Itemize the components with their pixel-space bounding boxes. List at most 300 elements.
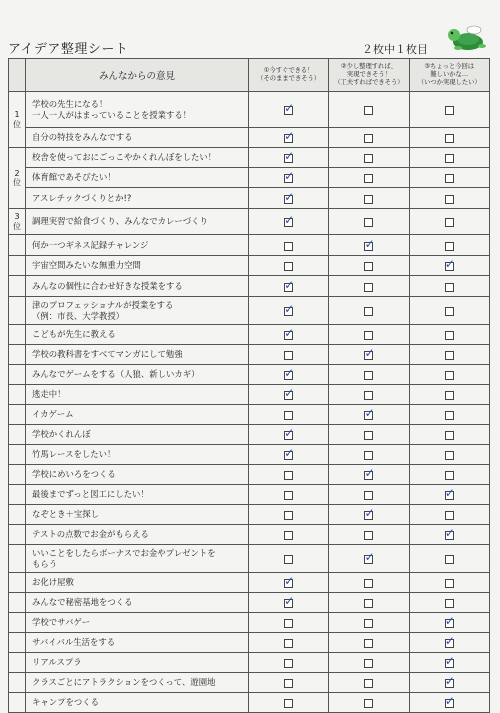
option-2-cell xyxy=(329,505,409,525)
rank-cell xyxy=(9,653,26,673)
option-2-cell xyxy=(329,633,409,653)
checkbox[interactable] xyxy=(284,213,295,227)
rank-cell xyxy=(9,235,26,256)
table-row xyxy=(9,613,490,633)
option-1-cell xyxy=(249,485,329,505)
checkmark-icon: ✓ xyxy=(444,526,455,540)
option-2-cell xyxy=(329,325,409,345)
checkbox[interactable] xyxy=(364,550,375,564)
checkbox[interactable] xyxy=(364,491,373,500)
opinion-text: （例：市長、大学教授） xyxy=(32,310,125,321)
rank-cell xyxy=(9,505,26,525)
table-row xyxy=(9,545,490,573)
opinion-cell xyxy=(26,485,249,505)
option-1-cell xyxy=(249,445,329,465)
checkmark-icon: ✓ xyxy=(444,614,455,628)
checkmark-icon: ✓ xyxy=(284,189,295,204)
checkmark-icon: ✓ xyxy=(444,654,455,668)
rank-cell xyxy=(9,485,26,505)
checkmark-icon: ✓ xyxy=(284,426,295,440)
checkmark-icon: ✓ xyxy=(284,101,295,115)
option-1-cell xyxy=(249,465,329,485)
rank-cell xyxy=(9,345,26,365)
rank-cell xyxy=(9,465,26,485)
option-2-line-1: ②少し整理すれば、 xyxy=(340,63,397,71)
rank-label: 位 xyxy=(13,119,21,129)
checkbox[interactable] xyxy=(364,599,373,608)
opinion-text: 体育館であそびたい！ xyxy=(32,172,116,183)
option-1-line-1: ①今すぐできる！ xyxy=(263,67,314,75)
opinion-text: 宇宙空間みたいな無重力空間 xyxy=(32,260,141,271)
table-row xyxy=(9,465,490,485)
checkbox[interactable] xyxy=(284,471,293,480)
checkbox[interactable] xyxy=(284,531,293,540)
checkbox[interactable] xyxy=(284,351,293,360)
opinion-cell xyxy=(26,425,249,445)
option-2-cell xyxy=(329,673,409,693)
checkbox[interactable] xyxy=(364,466,375,480)
option-2-cell xyxy=(329,573,409,593)
table-row xyxy=(9,653,490,673)
opinion-cell xyxy=(26,92,249,128)
checkbox[interactable] xyxy=(445,391,454,400)
option-1-line-2: （そのままできそう） xyxy=(257,75,321,82)
option-3-cell xyxy=(409,485,489,505)
option-2-cell xyxy=(329,485,409,505)
table-row xyxy=(9,485,490,505)
opinion-cell xyxy=(26,168,249,188)
checkbox[interactable] xyxy=(364,659,373,668)
table-row xyxy=(9,633,490,653)
option-3-cell xyxy=(409,385,489,405)
checkbox[interactable] xyxy=(364,531,373,540)
option-2-line-2: 実現できそう！ xyxy=(346,71,391,79)
checkbox[interactable] xyxy=(364,218,373,227)
rank-cell xyxy=(9,613,26,633)
checkbox[interactable] xyxy=(445,599,454,608)
option-1-cell xyxy=(249,613,329,633)
option-3-cell xyxy=(409,297,489,325)
option-1-cell xyxy=(249,209,329,235)
checkbox[interactable] xyxy=(445,106,454,115)
rank-cell xyxy=(9,209,26,235)
option-2-cell xyxy=(329,365,409,385)
option-2-cell xyxy=(329,465,409,485)
checkmark-icon: ✓ xyxy=(444,486,455,500)
checkmark-icon: ✓ xyxy=(444,674,455,688)
checkbox[interactable] xyxy=(284,555,293,564)
opinion-cell xyxy=(26,209,249,235)
option-2-cell xyxy=(329,525,409,545)
checkbox[interactable] xyxy=(284,129,295,143)
rank-cell xyxy=(9,385,26,405)
table-row xyxy=(9,209,490,235)
table-header-row xyxy=(9,59,490,92)
checkbox[interactable] xyxy=(445,307,454,316)
checkbox[interactable] xyxy=(284,594,295,608)
rank-cell xyxy=(9,593,26,613)
rank-cell xyxy=(9,525,26,545)
table-row xyxy=(9,405,490,425)
option-1-cell xyxy=(249,345,329,365)
table-row xyxy=(9,673,490,693)
opinion-cell xyxy=(26,445,249,465)
checkbox[interactable] xyxy=(445,511,454,520)
option-header-2 xyxy=(329,59,409,92)
checkbox[interactable] xyxy=(445,411,454,420)
rank-cell xyxy=(9,445,26,465)
opinion-cell xyxy=(26,345,249,365)
option-2-cell xyxy=(329,256,409,276)
table-row xyxy=(9,235,490,256)
checkbox[interactable] xyxy=(445,371,454,380)
option-3-cell xyxy=(409,365,489,385)
opinion-text: 校舎を使っておにごっこやかくれんぼをしたい！ xyxy=(32,152,217,163)
option-2-cell xyxy=(329,445,409,465)
checkmark-icon: ✓ xyxy=(284,302,295,316)
opinion-text: 学校にめいろをつくる xyxy=(32,469,116,480)
checkbox[interactable] xyxy=(364,331,373,340)
checkmark-icon: ✓ xyxy=(284,574,295,588)
checkbox[interactable] xyxy=(364,262,373,271)
option-1-cell xyxy=(249,325,329,345)
checkmark-icon: ✓ xyxy=(284,149,295,163)
checkbox[interactable] xyxy=(444,486,455,500)
checkmark-icon: ✓ xyxy=(284,326,295,340)
rank-cell xyxy=(9,325,26,345)
page-count: ２枚中１枚目 xyxy=(362,43,428,56)
checkbox[interactable] xyxy=(364,431,373,440)
table-row xyxy=(9,505,490,525)
option-2-cell xyxy=(329,345,409,365)
checkbox[interactable] xyxy=(445,283,454,292)
checkmark-icon: ✓ xyxy=(284,386,295,400)
table-row xyxy=(9,256,490,276)
table-row xyxy=(9,425,490,445)
checkmark-icon: ✓ xyxy=(444,634,455,648)
rank-cell xyxy=(9,148,26,209)
option-3-cell xyxy=(409,673,489,693)
checkbox[interactable] xyxy=(364,639,373,648)
option-1-cell xyxy=(249,297,329,325)
checkbox[interactable] xyxy=(364,134,373,143)
option-1-cell xyxy=(249,128,329,148)
opinion-cell xyxy=(26,276,249,297)
checkbox[interactable] xyxy=(445,471,454,480)
table-body xyxy=(9,92,490,713)
checkbox[interactable] xyxy=(364,699,373,708)
option-1-cell xyxy=(249,673,329,693)
opinion-cell xyxy=(26,465,249,485)
checkbox[interactable] xyxy=(364,506,375,520)
checkbox[interactable] xyxy=(445,174,454,183)
option-1-cell xyxy=(249,525,329,545)
checkbox[interactable] xyxy=(284,169,295,183)
rank-cell xyxy=(9,673,26,693)
option-3-cell xyxy=(409,613,489,633)
opinion-text: みんなでゲームをする（人狼、新しいカギ） xyxy=(32,369,200,380)
rank-cell xyxy=(9,276,26,297)
turtle-mascot-icon xyxy=(444,22,488,52)
checkbox[interactable] xyxy=(284,679,293,688)
checkmark-icon: ✓ xyxy=(284,366,295,380)
option-1-cell xyxy=(249,573,329,593)
checkmark-icon: ✓ xyxy=(284,129,295,143)
checkbox[interactable] xyxy=(445,134,454,143)
option-3-cell xyxy=(409,633,489,653)
rank-cell xyxy=(9,425,26,445)
checkbox[interactable] xyxy=(284,302,295,316)
checkmark-icon: ✓ xyxy=(364,236,375,251)
checkmark-icon: ✓ xyxy=(284,277,295,292)
option-1-cell xyxy=(249,365,329,385)
option-3-cell xyxy=(409,92,489,128)
opinion-cell xyxy=(26,148,249,168)
option-3-cell xyxy=(409,345,489,365)
checkbox[interactable] xyxy=(444,257,455,271)
idea-table xyxy=(8,58,490,713)
checkbox[interactable] xyxy=(364,679,373,688)
checkbox[interactable] xyxy=(284,326,295,340)
option-2-cell xyxy=(329,425,409,445)
checkbox[interactable] xyxy=(284,242,293,251)
option-2-cell xyxy=(329,545,409,573)
opinion-text: 一人一人がはまっていることを授業する！ xyxy=(32,109,192,120)
option-2-cell xyxy=(329,385,409,405)
option-3-cell xyxy=(409,168,489,188)
option-1-cell xyxy=(249,545,329,573)
checkmark-icon: ✓ xyxy=(284,169,295,183)
checkbox[interactable] xyxy=(364,106,373,115)
checkbox[interactable] xyxy=(284,659,293,668)
checkbox[interactable] xyxy=(444,614,455,628)
table-row xyxy=(9,168,490,188)
opinion-text: 何か一つギネス記録チャレンジ xyxy=(32,239,149,250)
opinions-header: みんなからの意見 xyxy=(26,59,249,92)
option-3-cell xyxy=(409,653,489,673)
checkbox[interactable] xyxy=(364,236,375,251)
opinion-text: いいことをしたらボーナスでお金やプレゼントを xyxy=(32,548,216,558)
checkbox[interactable] xyxy=(284,574,295,588)
checkbox[interactable] xyxy=(445,195,454,204)
option-3-cell xyxy=(409,128,489,148)
table-row xyxy=(9,128,490,148)
option-header-3 xyxy=(409,59,489,92)
table-row xyxy=(9,385,490,405)
option-3-cell xyxy=(409,325,489,345)
checkbox[interactable] xyxy=(284,149,295,163)
option-2-cell xyxy=(329,188,409,209)
table-row xyxy=(9,276,490,297)
checkbox[interactable] xyxy=(444,674,455,688)
option-3-cell xyxy=(409,545,489,573)
option-1-cell xyxy=(249,385,329,405)
opinion-cell xyxy=(26,256,249,276)
rank-cell xyxy=(9,573,26,593)
option-1-cell xyxy=(249,188,329,209)
checkmark-icon: ✓ xyxy=(444,694,455,708)
checkbox[interactable] xyxy=(445,331,454,340)
checkbox[interactable] xyxy=(445,431,454,440)
rank-cell xyxy=(9,405,26,425)
option-3-cell xyxy=(409,235,489,256)
option-3-cell xyxy=(409,188,489,209)
opinion-text: クラスごとにアトラクションをつくって、遊園地 xyxy=(32,677,216,688)
opinion-cell xyxy=(26,573,249,593)
option-3-cell xyxy=(409,465,489,485)
checkbox[interactable] xyxy=(284,619,293,628)
checkbox[interactable] xyxy=(284,262,293,271)
option-2-cell xyxy=(329,148,409,168)
checkbox[interactable] xyxy=(444,694,455,708)
sheet-title: アイデア整理シート xyxy=(8,42,129,57)
checkbox[interactable] xyxy=(445,555,454,564)
opinion-text: 最後までずっと図工にしたい！ xyxy=(32,489,149,500)
table-row xyxy=(9,297,490,325)
table-row xyxy=(9,445,490,465)
option-3-cell xyxy=(409,445,489,465)
option-3-line-3: （いつか実現したい） xyxy=(417,78,481,86)
checkbox[interactable] xyxy=(364,174,373,183)
checkbox[interactable] xyxy=(284,101,295,115)
checkbox[interactable] xyxy=(284,189,295,204)
option-3-cell xyxy=(409,209,489,235)
opinion-cell xyxy=(26,405,249,425)
checkbox[interactable] xyxy=(284,639,293,648)
checkbox[interactable] xyxy=(364,451,373,460)
checkbox[interactable] xyxy=(364,307,373,316)
opinion-text: イカゲーム xyxy=(32,409,74,420)
checkmark-icon: ✓ xyxy=(284,213,295,227)
rank-cell xyxy=(9,256,26,276)
option-3-line-2: 難しいかな… xyxy=(430,71,469,79)
option-2-cell xyxy=(329,235,409,256)
option-2-cell xyxy=(329,128,409,148)
opinion-text: 竹馬レースをしたい！ xyxy=(32,449,116,460)
checkbox[interactable] xyxy=(284,446,295,460)
rank-cell xyxy=(9,633,26,653)
checkbox[interactable] xyxy=(444,526,455,540)
checkbox[interactable] xyxy=(284,411,293,420)
rank-label: 2 xyxy=(14,168,20,178)
opinion-cell xyxy=(26,593,249,613)
rank-header xyxy=(9,59,26,92)
checkmark-icon: ✓ xyxy=(284,594,295,608)
opinion-cell xyxy=(26,653,249,673)
opinion-text: お化け屋敷 xyxy=(32,577,74,588)
opinion-cell xyxy=(26,385,249,405)
option-1-cell xyxy=(249,593,329,613)
rank-label: 1 xyxy=(14,110,20,120)
checkbox[interactable] xyxy=(364,406,375,420)
option-3-cell xyxy=(409,505,489,525)
option-header-1 xyxy=(249,59,329,92)
rank-cell xyxy=(9,92,26,148)
opinion-cell xyxy=(26,505,249,525)
option-2-cell xyxy=(329,593,409,613)
checkmark-icon: ✓ xyxy=(364,466,375,480)
checkbox[interactable] xyxy=(445,154,454,163)
option-2-cell xyxy=(329,276,409,297)
table-row xyxy=(9,573,490,593)
opinion-text: なぞとき＋宝探し xyxy=(32,509,99,520)
rank-label: 位 xyxy=(13,221,21,231)
opinion-text: 学校の教科書をすべてマンガにして勉強 xyxy=(32,349,183,360)
rank-label: 位 xyxy=(13,178,21,187)
opinion-cell xyxy=(26,235,249,256)
option-1-cell xyxy=(249,256,329,276)
checkbox[interactable] xyxy=(284,277,295,292)
checkbox[interactable] xyxy=(364,195,373,204)
checkbox[interactable] xyxy=(444,634,455,648)
checkbox[interactable] xyxy=(445,242,454,251)
option-3-cell xyxy=(409,425,489,445)
opinion-cell xyxy=(26,613,249,633)
table-row xyxy=(9,188,490,209)
checkbox[interactable] xyxy=(364,154,373,163)
table-row xyxy=(9,345,490,365)
option-1-cell xyxy=(249,505,329,525)
checkbox[interactable] xyxy=(445,351,454,360)
checkbox[interactable] xyxy=(284,366,295,380)
option-1-cell xyxy=(249,276,329,297)
checkbox[interactable] xyxy=(284,699,293,708)
checkbox[interactable] xyxy=(284,511,293,520)
checkbox[interactable] xyxy=(444,654,455,668)
checkbox[interactable] xyxy=(284,491,293,500)
checkbox[interactable] xyxy=(364,391,373,400)
opinion-text: みんなで秘密基地をつくる xyxy=(32,597,133,608)
opinion-text: サバイバル生活をする xyxy=(32,637,116,648)
option-3-cell xyxy=(409,593,489,613)
opinion-text: もらう xyxy=(32,558,58,569)
option-2-cell xyxy=(329,613,409,633)
checkbox[interactable] xyxy=(445,218,454,227)
checkbox[interactable] xyxy=(364,619,373,628)
checkbox[interactable] xyxy=(364,371,373,380)
opinion-text: 逃走中！ xyxy=(32,389,66,400)
checkmark-icon: ✓ xyxy=(364,406,375,420)
checkbox[interactable] xyxy=(284,386,295,400)
checkmark-icon: ✓ xyxy=(364,550,375,564)
opinion-text: みんなの個性に合わせ好きな授業をする xyxy=(32,280,183,291)
rank-label: 3 xyxy=(14,212,20,222)
checkbox[interactable] xyxy=(445,451,454,460)
option-3-cell xyxy=(409,148,489,168)
checkbox[interactable] xyxy=(284,426,295,440)
opinion-text: キャンプをつくる xyxy=(32,697,99,708)
opinion-text: こどもが先生に教える xyxy=(32,329,116,340)
checkbox[interactable] xyxy=(364,283,373,292)
opinion-text: 学校でサバゲー xyxy=(32,617,91,628)
option-3-cell xyxy=(409,405,489,425)
checkbox[interactable] xyxy=(364,579,373,588)
option-3-line-1: ③ちょっと今回は xyxy=(424,63,475,71)
opinion-cell xyxy=(26,365,249,385)
opinion-text: 自分の特技をみんなでする xyxy=(32,132,133,143)
option-3-cell xyxy=(409,525,489,545)
opinion-text: 学校の先生になる！ xyxy=(32,99,108,109)
checkmark-icon: ✓ xyxy=(364,346,375,360)
opinion-cell xyxy=(26,128,249,148)
option-2-cell xyxy=(329,653,409,673)
checkbox[interactable] xyxy=(445,579,454,588)
opinion-text: 学校かくれんぼ xyxy=(32,429,91,440)
option-2-cell xyxy=(329,168,409,188)
checkbox[interactable] xyxy=(364,346,375,360)
checkmark-icon: ✓ xyxy=(284,446,295,460)
option-1-cell xyxy=(249,405,329,425)
